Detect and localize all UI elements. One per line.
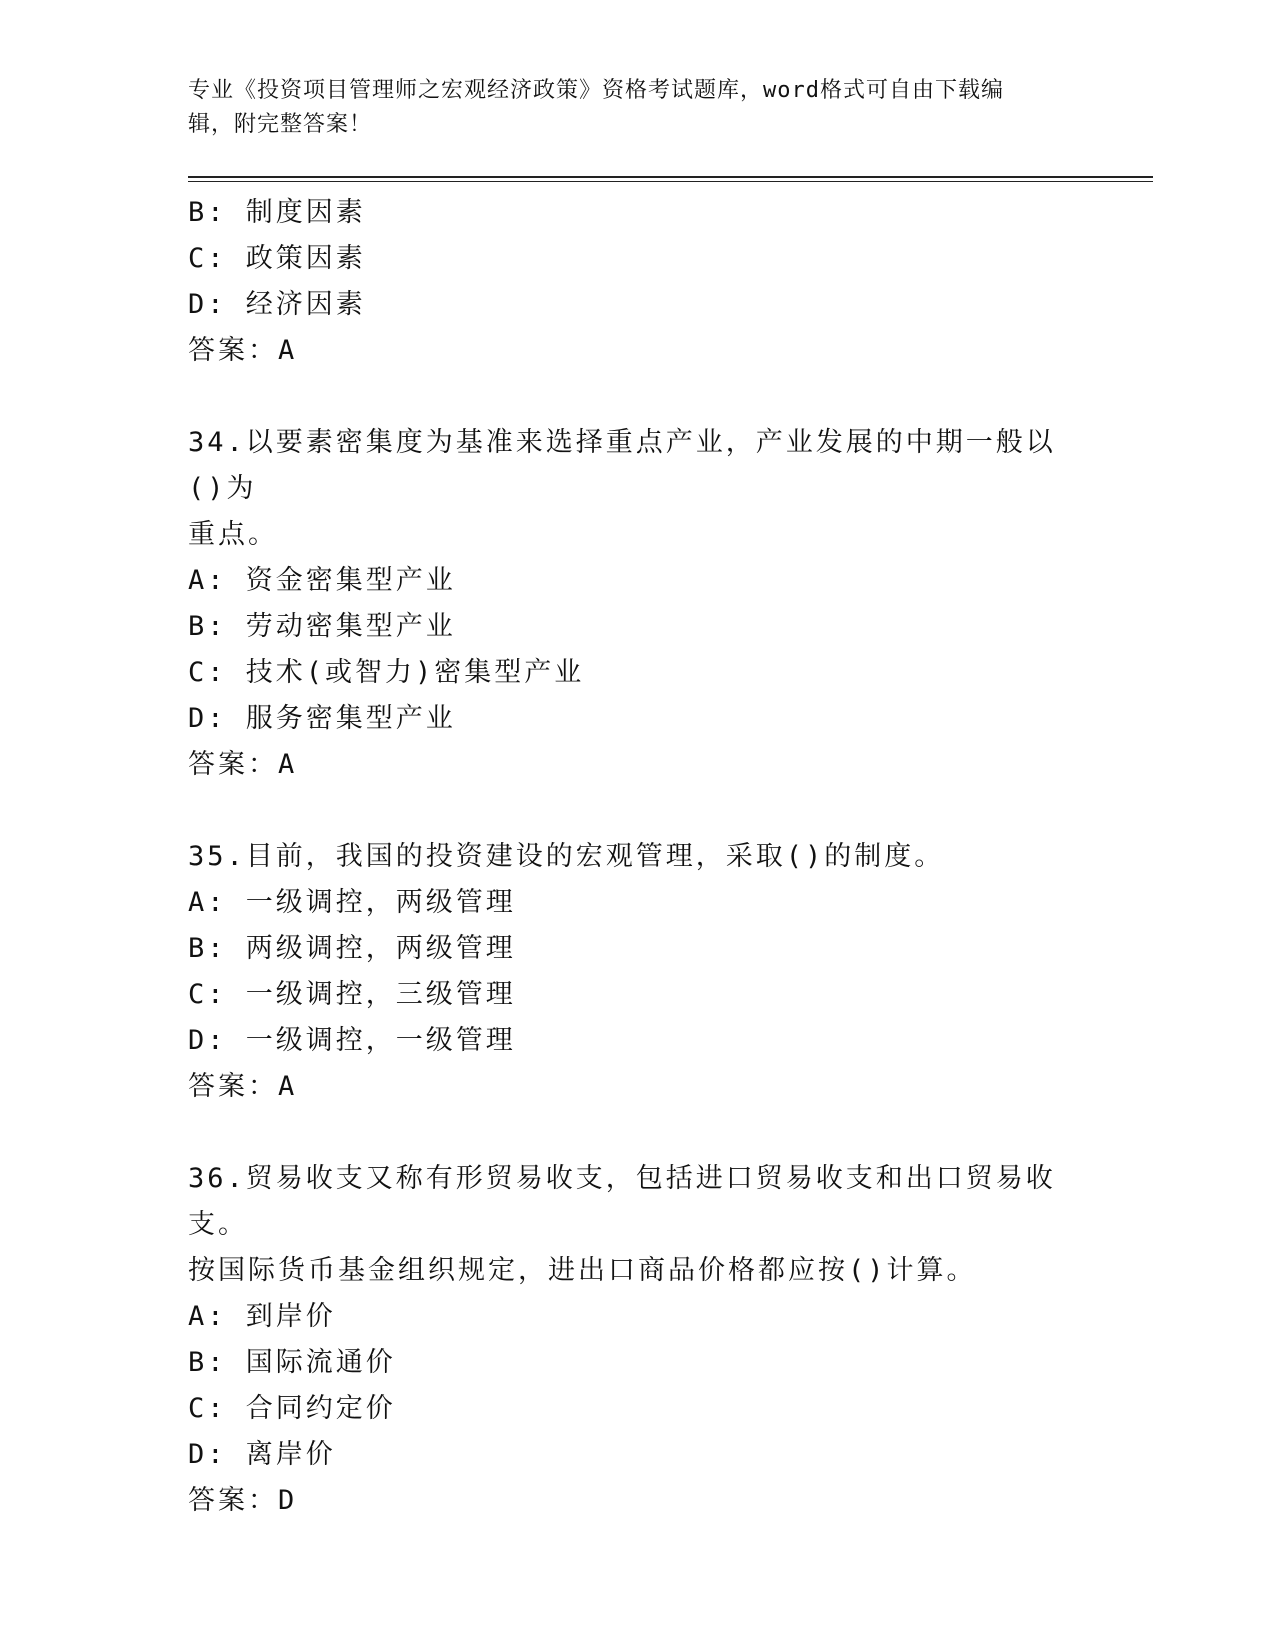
- option-b: B: 两级调控，两级管理: [188, 933, 516, 964]
- spacer: [188, 788, 1088, 834]
- answer: 答案：D: [188, 1485, 298, 1516]
- header-divider-thick: [188, 176, 1153, 178]
- question-35: [188, 834, 1088, 1110]
- option-d: D: 服务密集型产业: [188, 703, 456, 734]
- question-34: [188, 420, 1088, 788]
- question-text-line-2: 重点。: [188, 519, 278, 550]
- answer: 答案：A: [188, 749, 298, 780]
- option-c: C: 一级调控，三级管理: [188, 979, 516, 1010]
- question-text-line-1: 35.目前，我国的投资建设的宏观管理，采取()的制度。: [188, 841, 945, 872]
- option-d: D: 经济因素: [188, 289, 366, 320]
- question-list: [188, 190, 1088, 1524]
- question-text-line-1: 34.以要素密集度为基准来选择重点产业，产业发展的中期一般以()为: [188, 427, 1056, 504]
- option-c: C: 政策因素: [188, 243, 366, 274]
- option-b: B: 劳动密集型产业: [188, 611, 456, 642]
- header-line-1: 专业《投资项目管理师之宏观经济政策》资格考试题库，word格式可自由下载编: [188, 78, 1004, 103]
- answer: 答案：A: [188, 335, 298, 366]
- question-33-continued: [188, 190, 1088, 374]
- header-line-2: 辑，附完整答案！: [188, 112, 373, 137]
- option-d: D: 离岸价: [188, 1439, 336, 1470]
- option-a: A: 资金密集型产业: [188, 565, 456, 596]
- option-a: A: 到岸价: [188, 1301, 336, 1332]
- spacer: [188, 1110, 1088, 1156]
- question-text-line-2: 按国际货币基金组织规定，进出口商品价格都应按()计算。: [188, 1255, 977, 1286]
- answer: 答案：A: [188, 1071, 298, 1102]
- option-c: C: 技术(或智力)密集型产业: [188, 657, 585, 688]
- question-36: [188, 1156, 1088, 1524]
- header-divider-thin: [188, 181, 1153, 182]
- option-a: A: 一级调控，两级管理: [188, 887, 516, 918]
- question-text-line-1: 36.贸易收支又称有形贸易收支，包括进口贸易收支和出口贸易收支。: [188, 1163, 1056, 1240]
- option-b: B: 制度因素: [188, 197, 366, 228]
- option-b: B: 国际流通价: [188, 1347, 396, 1378]
- document-header: [188, 74, 1068, 142]
- spacer: [188, 374, 1088, 420]
- option-d: D: 一级调控，一级管理: [188, 1025, 516, 1056]
- option-c: C: 合同约定价: [188, 1393, 396, 1424]
